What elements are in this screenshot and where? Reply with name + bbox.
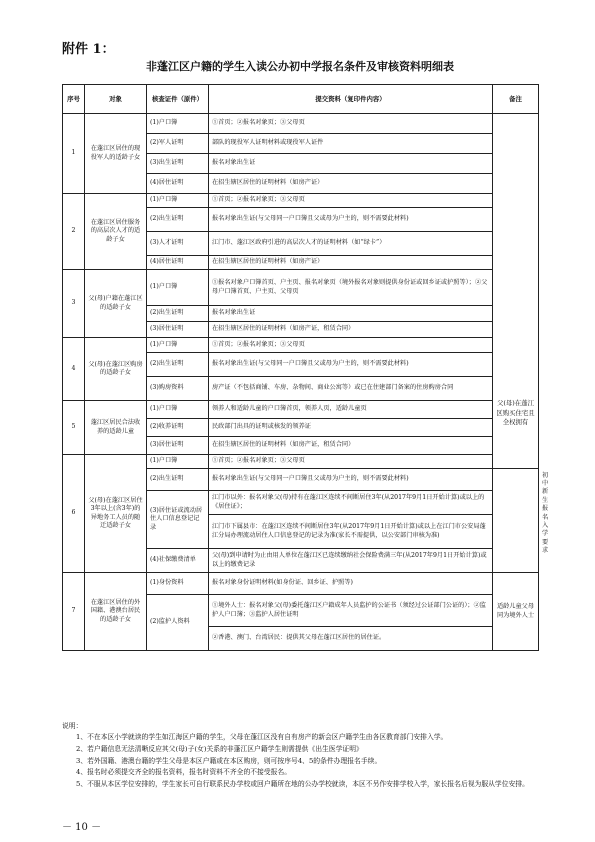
header-remark: 备注	[493, 85, 539, 114]
table-header-row	[63, 85, 539, 114]
material-cell: 房产证（不包括商铺、车房、杂物间、商业公寓等）或已在住建部门备案的住房购房合同	[209, 377, 493, 401]
cert-cell: (1)户口簿	[147, 455, 209, 469]
remark-group-7: 适龄儿童父母同为境外人士	[493, 573, 539, 651]
group-1-target: 在蓬江区居住的现役军人的适龄子女	[85, 114, 147, 194]
cert-cell: (4)居住证明	[147, 174, 209, 194]
material-cell: 在招生辖区居住的证明材料（如房产证）	[209, 256, 493, 270]
cert-cell: (3)居住证明	[147, 322, 209, 338]
material-cell: ①报名对象户口簿首页、户主页、报名对象页（境外报名对象则提供身份证或回乡证或护照等）；②父母户口簿首页、户主页、父母页	[209, 270, 493, 306]
group-2-target: 在蓬江区居住服务的高层次人才的适龄子女	[85, 194, 147, 270]
cert-cell: (1)户口簿	[147, 194, 209, 208]
group-2-no: 2	[63, 194, 85, 270]
cert-cell: (1)身份资料	[147, 573, 209, 595]
material-cell: ①境外人士：报名对象父(母)委托蓬江区户籍成年人员监护的公证书（须经过公证部门公证的）；②监护人户口簿；③监护人居住证明	[209, 595, 493, 627]
material-cell: 江门市下属县市：在蓬江区连续不间断居住3年(从2017年9月1日开始计算)或以上在江门市公安局蓬江分局办理流动居住人口信息登记的记录为准(家长不需提供，以公安部门审核为准)	[209, 515, 493, 549]
material-cell: 领养人和适龄儿童的户口簿首页，领养人页，适龄儿童页	[209, 401, 493, 419]
group-5-no: 5	[63, 401, 85, 455]
table-row	[63, 401, 539, 419]
material-cell: 在招生辖区居住的证明材料（如房产证，租赁合同）	[209, 322, 493, 338]
material-cell: 报名对象出生证	[209, 306, 493, 322]
material-cell: 报名对象出生证(与父母同一户口簿且父或母为户主的，则不需要此材料)	[209, 208, 493, 232]
notes-section	[62, 722, 538, 792]
group-3-target: 父(母)户籍在蓬江区的适龄子女	[85, 270, 147, 338]
material-cell: 报名对象身份证明材料(如身份证、回乡证、护照等)	[209, 573, 493, 595]
remark-cell-empty	[493, 114, 539, 469]
cert-cell: (4)居住证明	[147, 256, 209, 270]
material-cell: ①首页；②报名对象页；③父母页	[209, 194, 493, 208]
material-cell: ①首页；②报名对象页；③父母页	[209, 114, 493, 134]
material-cell: 报名对象出生证(与父母同一户口簿且父或母为户主的，则不需要此材料)	[209, 469, 493, 491]
group-4-no: 4	[63, 338, 85, 401]
table-row: 6 父(母)在蓬江区居住3年以上(含3年)的异地务工人员的随迁适龄子女 (1)户口簿 ①首页；②报名对象页；③父母页 初中新生报名入学要求	[63, 455, 539, 469]
group-3-no: 3	[63, 270, 85, 338]
table-row	[63, 194, 539, 208]
material-cell: 父(母)到申请时为止由用人单位在蓬江区已连续缴纳社会保险费满三年(从2017年9月1日开始计算)或以上的缴费记录	[209, 549, 493, 573]
material-cell: 在招生辖区居住的证明材料（如房产证）	[209, 174, 493, 194]
group-5-target: 蓬江区居民合法收养的适龄儿童	[85, 401, 147, 455]
material-cell: ①首页；②报名对象页；③父母页	[209, 455, 493, 469]
material-cell: 江门市以外：报名对象父(母)持有在蓬江区连续不间断居住3年(从2017年9月1日开始计算)或以上的《居住证》；	[209, 491, 493, 515]
header-no: 序号	[63, 85, 85, 114]
material-cell: ①首页；②报名对象页；③父母页	[209, 338, 493, 353]
cert-cell: (1)户口簿	[147, 338, 209, 353]
cert-cell: (2)出生证明	[147, 306, 209, 322]
material-cell: 江门市、蓬江区政府引进的高层次人才的证明材料（如“绿卡”）	[209, 232, 493, 256]
cert-cell: (3)购房资料	[147, 377, 209, 401]
material-cell: 在招生辖区居住的证明材料（如房产证，租赁合同）	[209, 437, 493, 455]
material-cell: 民政部门出具的证明或核发的领养证	[209, 419, 493, 437]
cert-cell: (2)军人证明	[147, 134, 209, 154]
cert-cell: (3)居住证或流动居住人口信息登记记录	[147, 491, 209, 549]
note-item: 2、若户籍信息无法清晰反应其父(母)子(女)关系的非蓬江区户籍学生则需提供《出生医学证明》	[76, 744, 363, 753]
material-cell: 报名对象出生证(与父母同一户口簿且父或母为户主的，则不需要此材料)	[209, 353, 493, 377]
cert-cell: (2)出生证明	[147, 208, 209, 232]
cert-cell: (2)监护人资料	[147, 595, 209, 651]
notes-label: 说明：	[62, 722, 83, 730]
cert-cell: (3)人才证明	[147, 232, 209, 256]
table-row	[63, 338, 539, 353]
header-target: 对象	[85, 85, 147, 114]
cert-cell: (1)户口簿	[147, 401, 209, 419]
cert-cell: (4)社保缴费清单	[147, 549, 209, 573]
requirements-table	[62, 84, 549, 651]
cert-cell: (3)出生证明	[147, 154, 209, 174]
header-materials: 提交资料（复印件内容）	[209, 85, 493, 114]
table-row	[63, 114, 539, 134]
material-cell: 报名对象出生证	[209, 154, 493, 174]
header-cert: 核查证件（原件）	[147, 85, 209, 114]
note-item: 1、不在本区小学就读的学生如江海区户籍的学生，父母在蓬江区没有自有房产的新会区户籍学生由各区教育部门安排入学。	[76, 732, 448, 741]
note-item: 5、不服从本区学位安排的，学生家长可自行联系民办学校或回户籍所在地的公办学校就读，本区不另作安排学校入学，家长报名后视为服从学位安排。	[76, 780, 529, 789]
cert-cell: (1)户口簿	[147, 270, 209, 306]
cert-cell: (1)户口簿	[147, 114, 209, 134]
group-6-no: 6	[63, 455, 85, 573]
table-row	[63, 270, 539, 306]
table-row	[63, 573, 539, 595]
cert-cell: (2)出生证明	[147, 469, 209, 491]
group-6-target: 父(母)在蓬江区居住3年以上(含3年)的异地务工人员的随迁适龄子女	[85, 455, 147, 573]
document-title: 非蓬江区户籍的学生入读公办初中学报名条件及审核资料明细表	[146, 60, 454, 73]
material-cell: 部队的现役军人证明材料或现役军人证件	[209, 134, 493, 154]
page-number: － 10 －	[62, 822, 102, 833]
cert-cell: (2)收养证明	[147, 419, 209, 437]
group-1-no: 1	[63, 114, 85, 194]
remark-group-3-4: 父(母)在蓬江区购买住宅且全权拥有	[496, 399, 535, 427]
note-item: 4、报名时必须提交齐全的报名资料，报名时资料不齐全的不接受报名。	[76, 768, 292, 777]
group-7-target: 在蓬江区居住的外国籍、港澳台居民的适龄子女	[85, 573, 147, 651]
attachment-label: 附件 1：	[62, 42, 115, 57]
cert-cell: (2)出生证明	[147, 353, 209, 377]
cert-cell: (3)居住证明	[147, 437, 209, 455]
note-item: 3、若外国籍、港澳台籍的学生父母是本区户籍或在本区购房，则可按序号4、5的条件办理报名手续。	[76, 756, 382, 765]
group-4-target: 父(母)在蓬江区购房的适龄子女	[85, 338, 147, 401]
material-cell: ②香港、澳门、台湾居民：提供其父母在蓬江区居住的居住证。	[209, 627, 493, 651]
group-7-no: 7	[63, 573, 85, 651]
